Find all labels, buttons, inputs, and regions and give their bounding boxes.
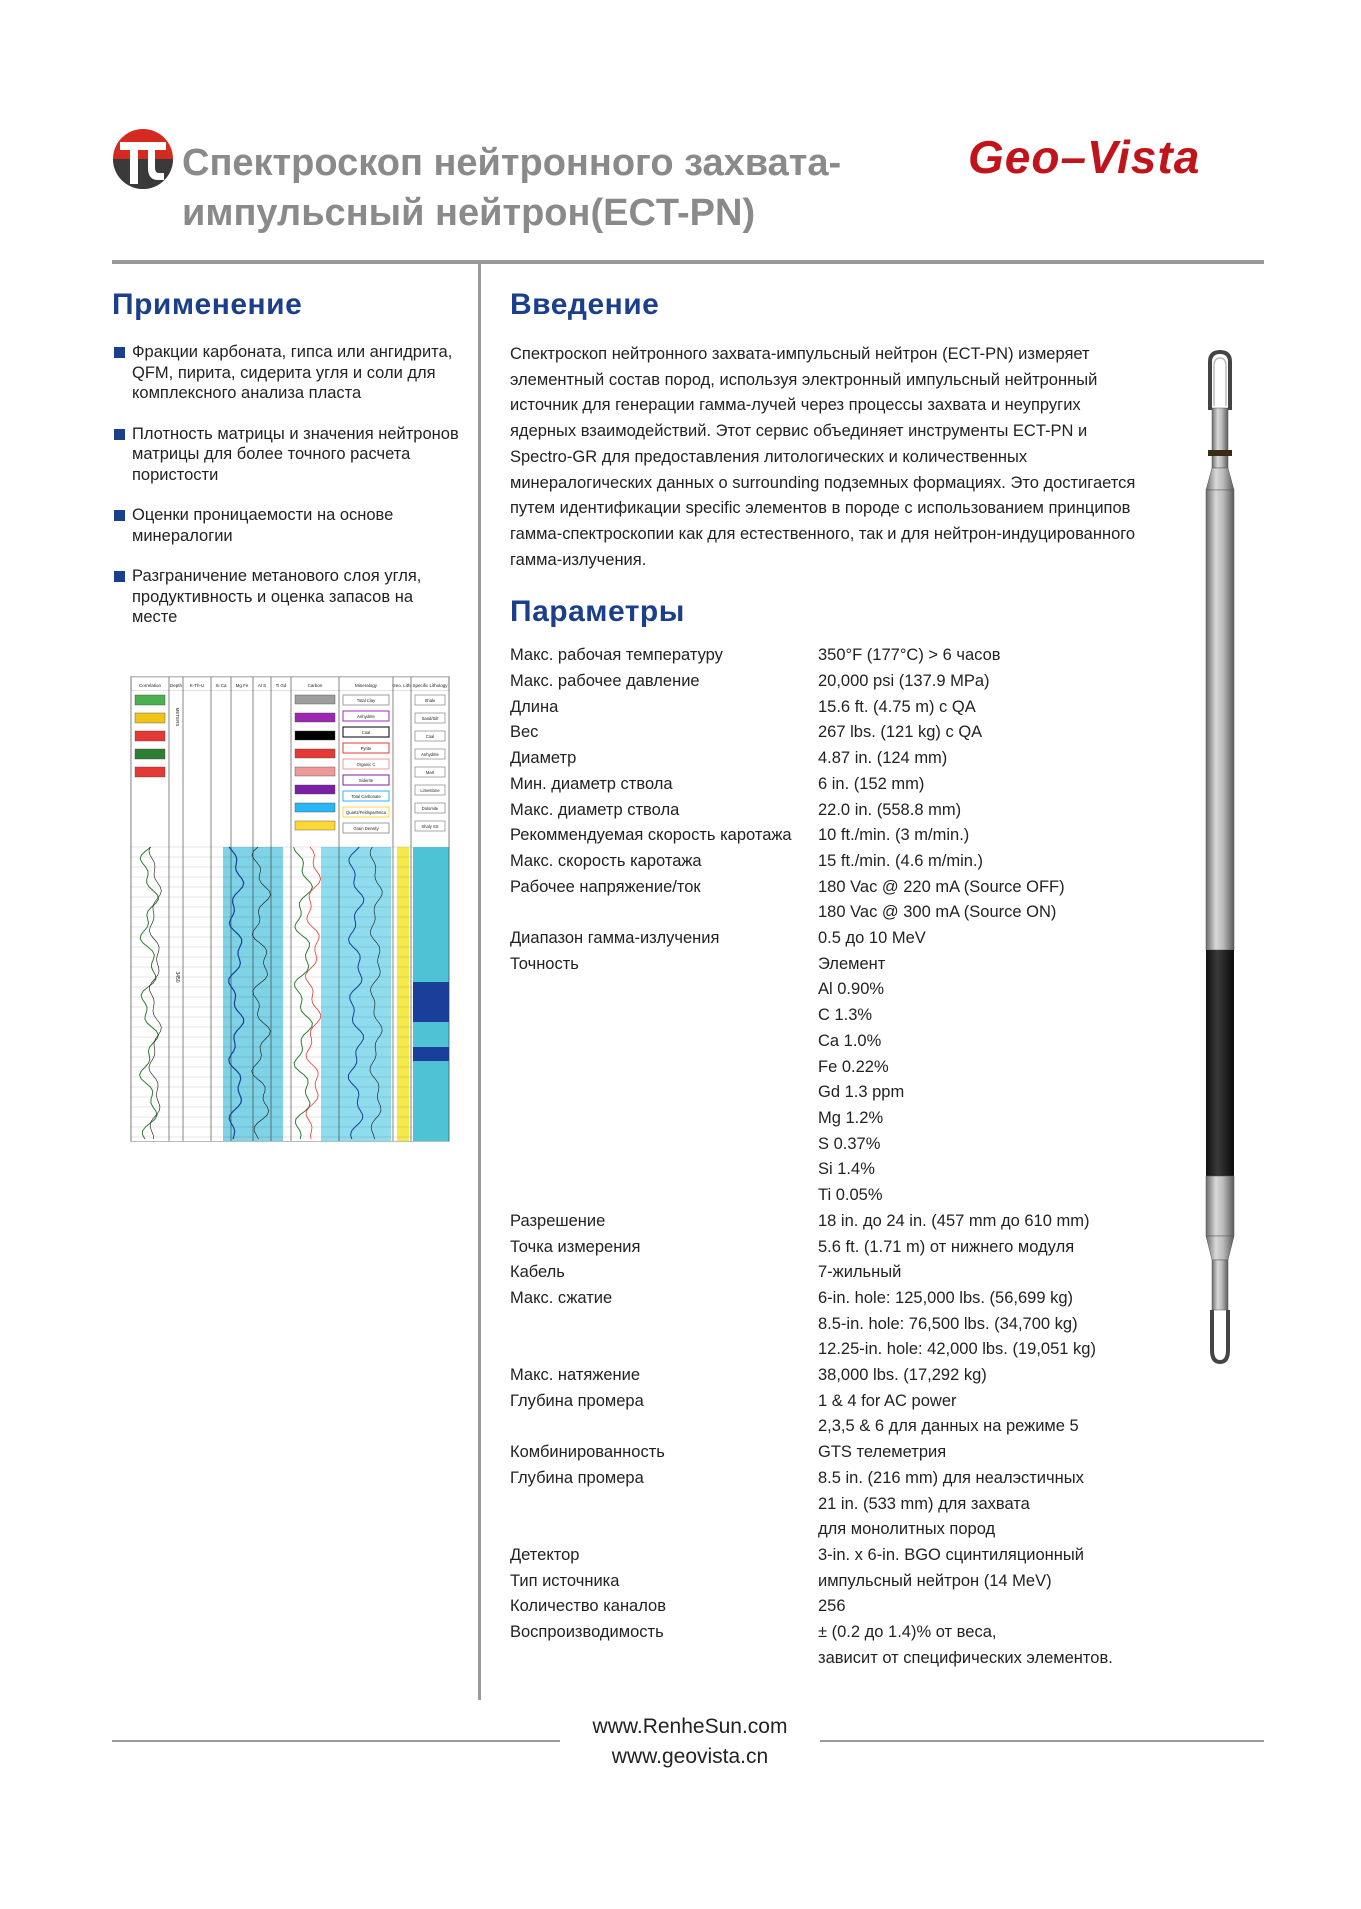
parameter-value: 6-in. hole: 125,000 lbs. (56,699 kg) [818,1288,1074,1307]
log-coal-band [413,1047,449,1061]
parameter-row [510,1286,1148,1312]
parameter-row [510,1543,1148,1569]
page-title [182,138,942,238]
log-legend-swatch [295,731,335,740]
parameter-row [510,1029,1148,1055]
parameter-value: Mg 1.2% [818,1108,884,1127]
log-track-header: Carbon [307,683,323,688]
parameter-value: 0.5 до 10 MeV [818,929,926,948]
log-track-header: Mg Fe [235,683,249,688]
parameter-name [510,1312,818,1338]
parameter-value: 267 lbs. (121 kg) с QA [818,723,983,742]
parameter-row [510,772,1148,798]
parameter-row [510,669,1148,695]
log-legend-swatch [295,695,335,704]
parameter-name [510,1080,818,1106]
parameter-value: 7-жильный [818,1263,902,1282]
log-mineral-label: Organic C [356,762,376,767]
log-lith-label: Dolomite [421,806,439,811]
log-lith-label: Marl [425,770,435,775]
log-lith-label: Coal [425,734,435,739]
introduction-text: Спектроскоп нейтронного захвата-импульсный нейтрон (ECT-PN) измеряет элементный состав пород, используя электронный импульсный нейтронный источник для генерации гамма-лучей через процессы захвата и неупругих ядерных взаимодействий. Этот сервис объединяет инструменты ECT-PN и Spectro-GR для предоставления литологических и количественных минералогических данных о surrounding подземных формациях. Это достигается путем идентификации specific элементов в породе с использованием принципов гамма-спектроскопии как для естественного, так и для нейтрон-индуцированного гамма-излучения. [510,345,1136,569]
parameter-value: для монолитных пород [818,1520,996,1539]
parameter-value: 10 ft./min. (3 m/min.) [818,826,970,845]
parameters-table-body [510,643,1148,1671]
log-lith-label: Limestone [420,788,440,793]
log-legend-swatch [295,785,335,794]
parameter-name: Комбинированность [510,1443,665,1462]
log-mineral-label: Total Clay [356,698,376,703]
parameter-row [510,1106,1148,1132]
parameter-row [510,1183,1148,1209]
parameter-value: Элемент [818,954,886,973]
application-item-text: Оценки проницаемости на основе минералогии [132,506,394,545]
parameter-value: 18 in. до 24 in. (457 mm до 610 mm) [818,1211,1090,1230]
parameter-row [510,1414,1148,1440]
parameter-row [510,952,1148,978]
log-coal-band [413,982,449,1022]
parameter-row [510,1157,1148,1183]
parameter-value: 3-in. x 6-in. BGO сцинтиляционный [818,1545,1084,1564]
parameter-name: Точность [510,954,579,973]
parameter-value: 21 in. (533 mm) для захвата [818,1494,1030,1513]
parameter-row [510,977,1148,1003]
log-mineral-label: Total Carbonate [351,794,381,799]
parameter-name: Глубина промера [510,1468,644,1487]
page-header [0,0,1361,270]
application-item-text: Плотность матрицы и значения нейтронов матрицы для более точного расчета пористости [132,424,459,484]
parameter-value: 38,000 lbs. (17,292 kg) [818,1366,987,1385]
parameter-name: Разрешение [510,1211,606,1230]
parameter-value: импульсный нейтрон (14 MeV) [818,1571,1052,1590]
company-logo [112,128,174,190]
title-line-1: Спектроскоп нейтронного захвата- [182,142,842,184]
parameter-name: Диаметр [510,749,577,768]
log-lith-label: Sand/Silt [421,716,439,721]
log-mineral-label: Siderite [358,778,374,783]
parameter-name [510,900,818,926]
parameter-row [510,1209,1148,1235]
parameter-value: 20,000 psi (137.9 MPa) [818,672,990,691]
parameter-row [510,1235,1148,1261]
log-legend-swatch [295,749,335,758]
application-list [112,342,462,628]
parameter-value: 15.6 ft. (4.75 m) с QA [818,697,976,716]
application-item-text: Фракции карбоната, гипса или ангидрита, QFM, пирита, сидерита угля и соли для комплексного анализа пласта [132,343,453,402]
well-log-figure [130,676,450,1142]
parameter-row [510,1620,1148,1646]
footer-rule-left [112,1740,560,1742]
parameter-row [510,746,1148,772]
parameter-row [510,1594,1148,1620]
log-track-header: Specific Lithology [412,683,448,688]
brand-logo-text: Geo–Vista [968,131,1201,183]
parameter-row [510,900,1148,926]
parameter-name: Детектор [510,1545,580,1564]
parameter-name: Макс. рабочая температуру [510,646,723,665]
introduction-heading: Введение [510,288,660,321]
application-item [112,566,462,628]
log-track-header: Geo. Lith. [392,683,412,688]
parameter-name: Точка измерения [510,1237,641,1256]
parameter-row [510,1312,1148,1338]
log-legend-swatch [295,767,335,776]
parameter-name [510,1337,818,1363]
parameter-value: 5.6 ft. (1.71 m) от нижнего модуля [818,1237,1075,1256]
parameter-value: 256 [818,1597,846,1616]
parameter-name: Тип источника [510,1571,620,1590]
parameter-value: 2,3,5 & 6 для данных на режиме 5 [818,1417,1079,1436]
parameter-name [510,1055,818,1081]
parameter-value: Ti 0.05% [818,1186,883,1205]
footer-rule-right [820,1740,1264,1742]
footer-link-geovista[interactable]: www.geovista.cn [611,1745,769,1768]
parameter-value: Ca 1.0% [818,1031,882,1050]
parameter-value: Si 1.4% [818,1160,875,1179]
parameter-name: Вес [510,723,539,742]
parameter-value: Fe 0.22% [818,1057,889,1076]
parameter-name [510,1492,818,1518]
parameters-table [510,643,1148,1671]
parameter-name [510,1003,818,1029]
log-mineral-label: Anhydrite [357,714,375,719]
log-legend-swatch [295,803,335,812]
square-bullet-icon [114,347,125,358]
parameter-row [510,1646,1148,1672]
parameter-value: ± (0.2 до 1.4)% от веса, [818,1623,997,1642]
log-legend-swatch [295,713,335,722]
log-depth-unit: METERS [175,707,180,727]
square-bullet-icon [114,510,125,521]
log-track-header: Ti Gd [275,683,287,688]
log-lith-label: Shale [424,698,436,703]
column-divider [478,264,481,1700]
log-legend-swatch [135,713,165,723]
header-divider [112,260,1264,264]
log-track-header: Si Ca [215,683,227,688]
parameter-name: Макс. сжатие [510,1288,613,1307]
parameter-row [510,1569,1148,1595]
parameter-row [510,695,1148,721]
log-lith-label: Shaly SS [421,824,439,829]
parameter-row [510,849,1148,875]
title-line-2: импульсный нейтрон(ECT-PN) [182,192,756,234]
parameters-heading: Параметры [510,595,685,629]
parameter-row [510,823,1148,849]
log-legend-swatch [135,695,165,705]
parameter-value: 180 Vac @ 220 mA (Source OFF) [818,877,1065,896]
parameter-name [510,1183,818,1209]
parameter-row [510,926,1148,952]
log-depth-label: 3450 [174,971,180,983]
parameter-row [510,1363,1148,1389]
log-legend-swatch [135,767,165,777]
parameter-value: Al 0.90% [818,980,885,999]
parameter-row [510,1337,1148,1363]
parameter-name: Макс. натяжение [510,1366,641,1385]
main-content [510,288,1150,1671]
log-track-header: K-Th-U [189,683,205,688]
parameter-row [510,1003,1148,1029]
logging-tool-image [1180,350,1260,1366]
parameter-value: 8.5 in. (216 mm) для неалэстичных [818,1468,1084,1487]
parameter-value: 22.0 in. (558.8 mm) [818,800,962,819]
footer-link-renhesun[interactable]: www.RenheSun.com [592,1715,788,1738]
parameter-name: Макс. рабочее давление [510,672,700,691]
parameter-value: 180 Vac @ 300 mA (Source ON) [818,903,1057,922]
log-lith-label: Anhydrite [421,752,439,757]
parameter-row [510,720,1148,746]
parameter-value: S 0.37% [818,1134,881,1153]
parameter-row [510,798,1148,824]
parameter-row [510,1055,1148,1081]
application-heading: Применение [112,288,303,321]
parameter-value: 15 ft./min. (4.6 m/min.) [818,851,984,870]
parameter-row [510,1440,1148,1466]
parameter-name: Количество каналов [510,1597,666,1616]
parameter-value: 12.25-in. hole: 42,000 lbs. (19,051 kg) [818,1340,1096,1359]
log-legend-swatch [135,731,165,741]
parameter-name [510,1646,818,1672]
parameter-name: Макс. диаметр ствола [510,800,680,819]
parameter-name: Глубина промера [510,1391,644,1410]
parameter-name [510,1029,818,1055]
parameter-row [510,1080,1148,1106]
parameter-value: 6 in. (152 mm) [818,774,925,793]
log-legend-swatch [295,821,335,830]
parameter-name: Длина [510,697,559,716]
log-track-header: Mineralogy [354,683,378,688]
log-track-header: Correlation [138,683,162,688]
log-mineral-label: Quartz/Feldspar/Mica [345,810,387,815]
parameter-name [510,1106,818,1132]
parameter-value: GTS телеметрия [818,1443,947,1462]
application-item [112,342,462,404]
parameter-name: Воспроизводимость [510,1623,664,1642]
application-item-text: Разграничение метанового слоя угля, продуктивность и оценка запасов на месте [132,567,422,626]
square-bullet-icon [114,571,125,582]
log-track-header: Al S [257,683,267,688]
parameter-row [510,1132,1148,1158]
parameter-name: Рабочее напряжение/ток [510,877,701,896]
square-bullet-icon [114,429,125,440]
parameter-row [510,1260,1148,1286]
parameter-value: 350°F (177°C) > 6 часов [818,646,1001,665]
parameter-row [510,1389,1148,1415]
parameter-name [510,1132,818,1158]
parameter-name [510,977,818,1003]
parameter-name [510,1517,818,1543]
parameter-value: Gd 1.3 ppm [818,1083,905,1102]
parameter-name [510,1157,818,1183]
log-mineral-label: Pyrite [360,746,372,751]
parameter-row [510,643,1148,669]
application-item [112,505,462,546]
parameter-row [510,1492,1148,1518]
parameter-row [510,1466,1148,1492]
parameter-row [510,1517,1148,1543]
log-legend-swatch [135,749,165,759]
footer-links [560,1712,820,1772]
parameter-name: Мин. диаметр ствола [510,774,673,793]
log-mineral-label: Coal [361,730,371,735]
parameter-value: C 1.3% [818,1006,873,1025]
parameter-value: 1 & 4 for AC power [818,1391,957,1410]
parameter-value: зависит от специфических элементов. [818,1648,1113,1667]
log-track-header: Depth [169,683,183,688]
parameter-name: Рекоммендуемая скорость каротажа [510,826,792,845]
application-section [112,288,462,648]
parameter-value: 4.87 in. (124 mm) [818,749,948,768]
log-mineral-label: Grain Density [353,826,379,831]
parameter-name: Макс. скорость каротажа [510,851,702,870]
application-item [112,424,462,486]
parameter-name: Кабель [510,1263,565,1282]
parameter-value: 8.5-in. hole: 76,500 lbs. (34,700 kg) [818,1314,1078,1333]
parameter-name [510,1414,818,1440]
parameter-row [510,875,1148,901]
parameter-name: Диапазон гамма-излучения [510,929,720,948]
